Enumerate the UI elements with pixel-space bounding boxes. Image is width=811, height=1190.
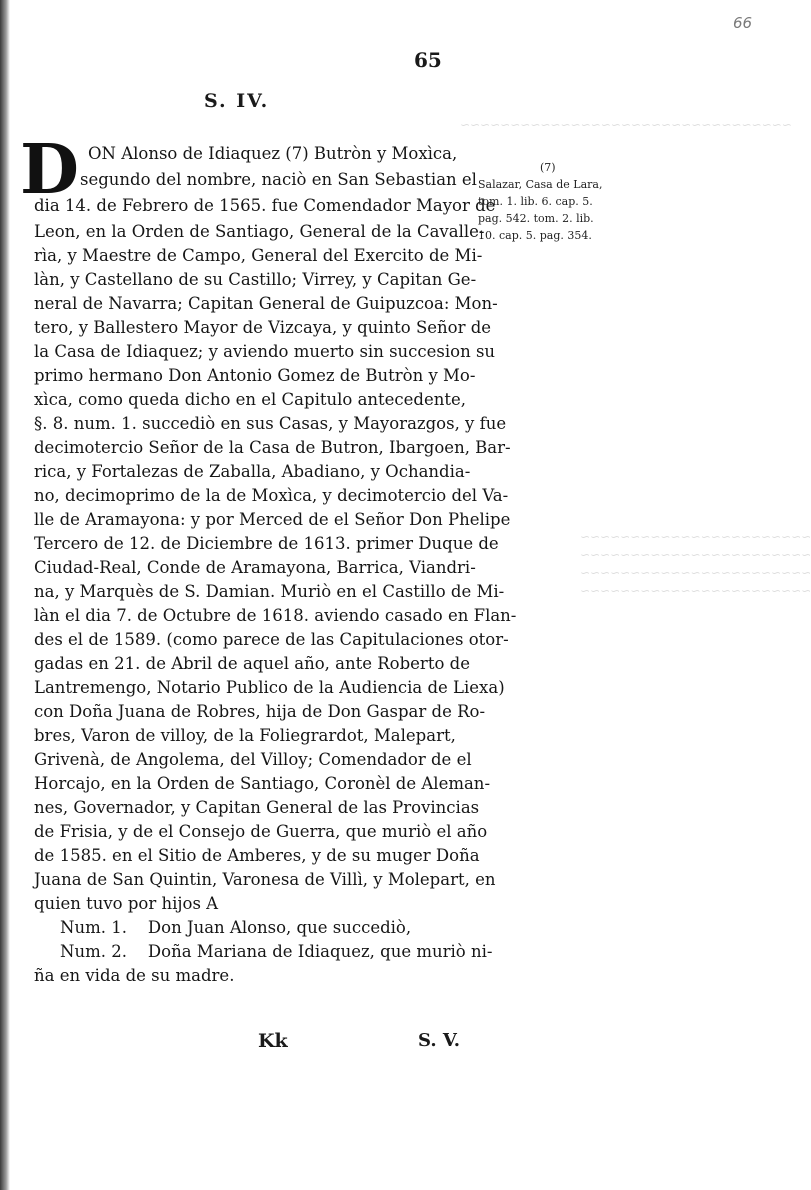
margin-note-line: pag. 542. tom. 2. lib.: [478, 212, 594, 225]
pencil-page-number: 66: [733, 14, 753, 32]
page-number: 65: [414, 48, 442, 72]
body-line: Ciudad-Real, Conde de Aramayona, Barrica, Viandri-: [34, 558, 476, 577]
body-line: tero, y Ballestero Mayor de Vizcaya, y quinto Señor de: [34, 318, 492, 337]
margin-note-line: tom. 1. lib. 6. cap. 5.: [478, 195, 593, 208]
body-line: gadas en 21. de Abril de aquel año, ante Roberto de: [34, 654, 470, 673]
body-line: ña en vida de su madre.: [34, 966, 235, 985]
list-item: Num. 1. Don Juan Alonso, que succediò,: [60, 918, 412, 937]
section-heading: S. IV.: [204, 90, 270, 112]
body-line: la Casa de Idiaquez; y aviendo muerto sin succesion su: [34, 342, 496, 361]
body-line: na, y Marquès de S. Damian. Muriò en el Castillo de Mi-: [34, 582, 505, 601]
body-line: ON Alonso de Idiaquez (7) Butròn y Moxìca,: [88, 144, 458, 163]
body-line: Juana de San Quintin, Varonesa de Villì, y Molepart, en: [34, 870, 496, 889]
body-line: nes, Governador, y Capitan General de las Provincias: [34, 798, 480, 817]
catchword: S. V.: [418, 1030, 460, 1051]
body-line: làn el dia 7. de Octubre de 1618. aviendo casado en Flan-: [34, 606, 517, 625]
body-line: quien tuvo por hijos A: [34, 894, 219, 913]
drop-cap: D: [20, 130, 79, 210]
body-line: xìca, como queda dicho en el Capitulo antecedente,: [34, 390, 467, 409]
margin-note-line: Salazar, Casa de Lara,: [478, 178, 603, 191]
body-line: de 1585. en el Sitio de Amberes, y de su muger Doña: [34, 846, 480, 865]
body-line: Horcajo, en la Orden de Santiago, Coronèl de Aleman-: [34, 774, 491, 793]
body-line: §. 8. num. 1. succediò en sus Casas, y Mayorazgos, y fue: [34, 414, 507, 433]
margin-note-marker: (7): [540, 161, 556, 174]
body-line: neral de Navarra; Capitan General de Guipuzcoa: Mon-: [34, 294, 498, 313]
show-through-text: ~~~~~~~~~~~~~~~~~~~~~~~: [580, 530, 811, 544]
body-line: dia 14. de Febrero de 1565. fue Comendador Mayor de: [34, 196, 496, 215]
show-through-text: ~~~~~~~~~~~~~~~~~~~~~~~: [580, 566, 811, 580]
body-line: con Doña Juana de Robres, hija de Don Gaspar de Ro-: [34, 702, 486, 721]
body-line: rica, y Fortalezas de Zaballa, Abadiano, y Ochandia-: [34, 462, 471, 481]
show-through-text: ~~~~~~~~~~~~~~~~~~~~~~~: [580, 584, 811, 598]
body-line: des el de 1589. (como parece de las Capitulaciones otor-: [34, 630, 509, 649]
signature-mark: Kk: [258, 1030, 288, 1052]
body-line: de Frisia, y de el Consejo de Guerra, que muriò el año: [34, 822, 488, 841]
body-line: segundo del nombre, naciò en San Sebastian el: [80, 170, 477, 189]
margin-note-line: 10. cap. 5. pag. 354.: [478, 229, 592, 242]
body-line: rìa, y Maestre de Campo, General del Exercito de Mi-: [34, 246, 483, 265]
page-gutter-shadow: [0, 0, 10, 1190]
body-line: lle de Aramayona: y por Merced de el Señor Don Phelipe: [34, 510, 511, 529]
body-line: bres, Varon de villoy, de la Foliegrardot, Malepart,: [34, 726, 456, 745]
body-line: Grivenà, de Angolema, del Villoy; Comendador de el: [34, 750, 472, 769]
show-through-text: ~~~~~~~~~~~~~~~~~~~~~~~: [580, 548, 811, 562]
body-line: Leon, en la Orden de Santiago, General de la Cavalle-: [34, 222, 485, 241]
body-line: decimotercio Señor de la Casa de Butron, Ibargoen, Bar-: [34, 438, 511, 457]
body-line: Lantremengo, Notario Publico de la Audiencia de Liexa): [34, 678, 505, 697]
body-line: primo hermano Don Antonio Gomez de Butròn y Mo-: [34, 366, 476, 385]
body-line: no, decimoprimo de la de Moxìca, y decimotercio del Va-: [34, 486, 509, 505]
body-line: Tercero de 12. de Diciembre de 1613. primer Duque de: [34, 534, 499, 553]
list-item: Num. 2. Doña Mariana de Idiaquez, que muriò ni-: [60, 942, 493, 961]
body-line: làn, y Castellano de su Castillo; Virrey, y Capitan Ge-: [34, 270, 477, 289]
show-through-text: ~~~~~~~~~~~~~~~~~~~~~~~~~~~~~~~~~: [460, 118, 792, 132]
